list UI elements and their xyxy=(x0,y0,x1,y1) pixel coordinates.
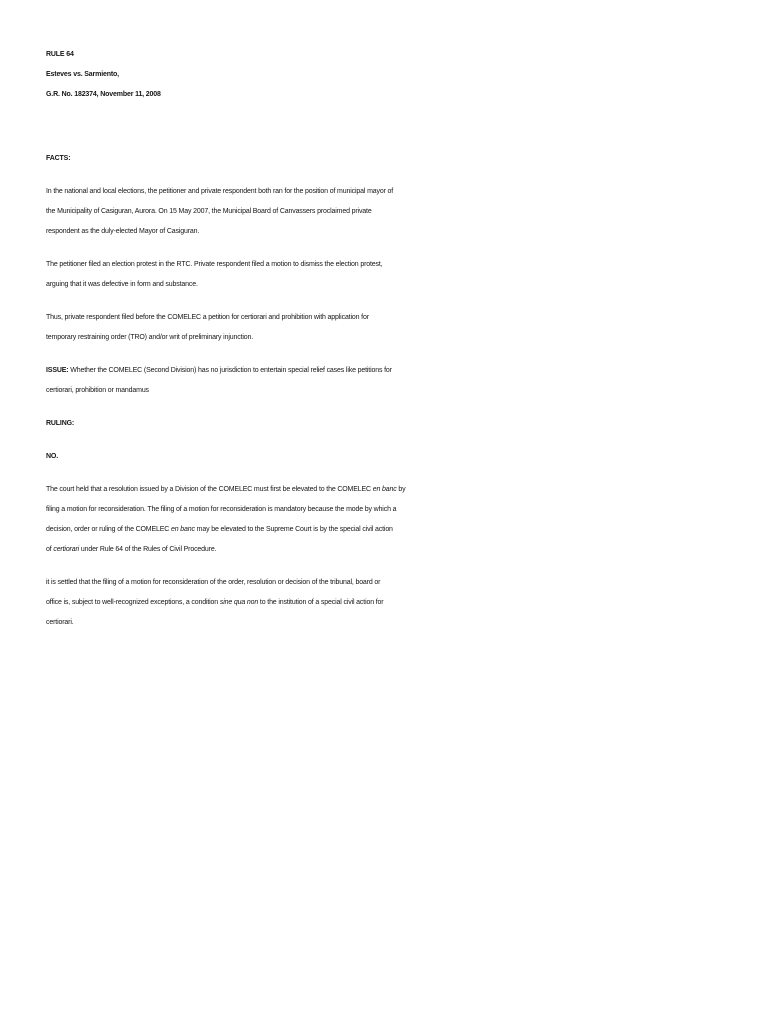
text-line xyxy=(46,447,736,467)
section-heading xyxy=(46,149,736,169)
text-line xyxy=(46,414,736,434)
text-line xyxy=(46,182,736,202)
text-segment: the Municipality of Casiguran, Aurora. On 15 May 2007, the Municipal Board of Canvassers proclaimed private xyxy=(46,207,372,215)
text-line xyxy=(46,520,736,540)
text-line xyxy=(46,593,736,613)
paragraph xyxy=(46,308,736,348)
text-segment: temporary restraining order (TRO) and/or writ of preliminary injunction. xyxy=(46,333,254,341)
text-segment: Whether the COMELEC (Second Division) has no jurisdiction to entertain special relief cases like petitions for xyxy=(68,366,392,374)
text-segment: certiorari. xyxy=(46,618,74,626)
text-segment: office is, subject to well-recognized exceptions, a condition xyxy=(46,598,220,606)
text-segment: arguing that it was defective in form and substance. xyxy=(46,280,198,288)
italic-term: en banc xyxy=(372,485,397,493)
text-line xyxy=(46,275,736,295)
bold-label: FACTS: xyxy=(46,154,71,162)
text-segment: decision, order or ruling of the COMELEC xyxy=(46,525,171,533)
section-heading xyxy=(46,447,736,467)
case-title: Esteves vs. Sarmiento, xyxy=(46,71,119,78)
text-segment: respondent as the duly-elected Mayor of Casiguran. xyxy=(46,227,200,235)
case-citation: G.R. No. 182374, November 11, 2008 xyxy=(46,91,161,98)
text-line xyxy=(46,308,736,328)
bold-label: RULING: xyxy=(46,419,75,427)
text-segment: by xyxy=(396,485,406,493)
text-segment: The court held that a resolution issued by a Division of the COMELEC must first be elevated to the COMELEC xyxy=(46,485,373,493)
text-line xyxy=(46,381,736,401)
text-line xyxy=(46,255,736,275)
paragraph xyxy=(46,480,736,560)
paragraph xyxy=(46,255,736,295)
text-line xyxy=(46,540,736,560)
text-segment: filing a motion for reconsideration. The filing of a motion for reconsideration is mandatory because the mode by which a xyxy=(46,505,397,513)
paragraph xyxy=(46,182,736,242)
text-line xyxy=(46,361,736,381)
paragraph xyxy=(46,573,736,633)
case-header xyxy=(46,45,736,105)
text-segment: Thus, private respondent filed before the COMELEC a petition for certiorari and prohibition with application for xyxy=(46,313,369,321)
text-segment: of xyxy=(46,545,54,553)
section-heading xyxy=(46,414,736,434)
document-body xyxy=(46,45,736,646)
text-line xyxy=(46,613,736,633)
text-line xyxy=(46,149,736,169)
text-segment: it is settled that the filing of a motion for reconsideration of the order, resolution or decision of the tribunal, board or xyxy=(46,578,381,586)
document-content xyxy=(46,149,736,633)
text-segment: under Rule 64 of the Rules of Civil Procedure. xyxy=(79,545,217,553)
text-line xyxy=(46,480,736,500)
text-segment: to the institution of a special civil action for xyxy=(258,598,384,606)
rule-number: RULE 64 xyxy=(46,51,74,58)
italic-term: en banc xyxy=(170,525,195,533)
text-segment: The petitioner filed an election protest in the RTC. Private respondent filed a motion to dismiss the election protest, xyxy=(46,260,383,268)
text-segment: may be elevated to the Supreme Court is by the special civil action xyxy=(194,525,393,533)
text-line xyxy=(46,222,736,242)
italic-term: sine qua non xyxy=(219,598,259,606)
paragraph xyxy=(46,361,736,401)
text-segment: certiorari, prohibition or mandamus xyxy=(46,386,149,394)
bold-label: NO. xyxy=(46,452,58,460)
text-line xyxy=(46,328,736,348)
text-segment: In the national and local elections, the petitioner and private respondent both ran for the position of municipal mayor of xyxy=(46,187,394,195)
text-line xyxy=(46,202,736,222)
text-line xyxy=(46,500,736,520)
text-line xyxy=(46,573,736,593)
bold-label: ISSUE: xyxy=(46,366,69,374)
italic-term: certiorari xyxy=(53,545,80,553)
